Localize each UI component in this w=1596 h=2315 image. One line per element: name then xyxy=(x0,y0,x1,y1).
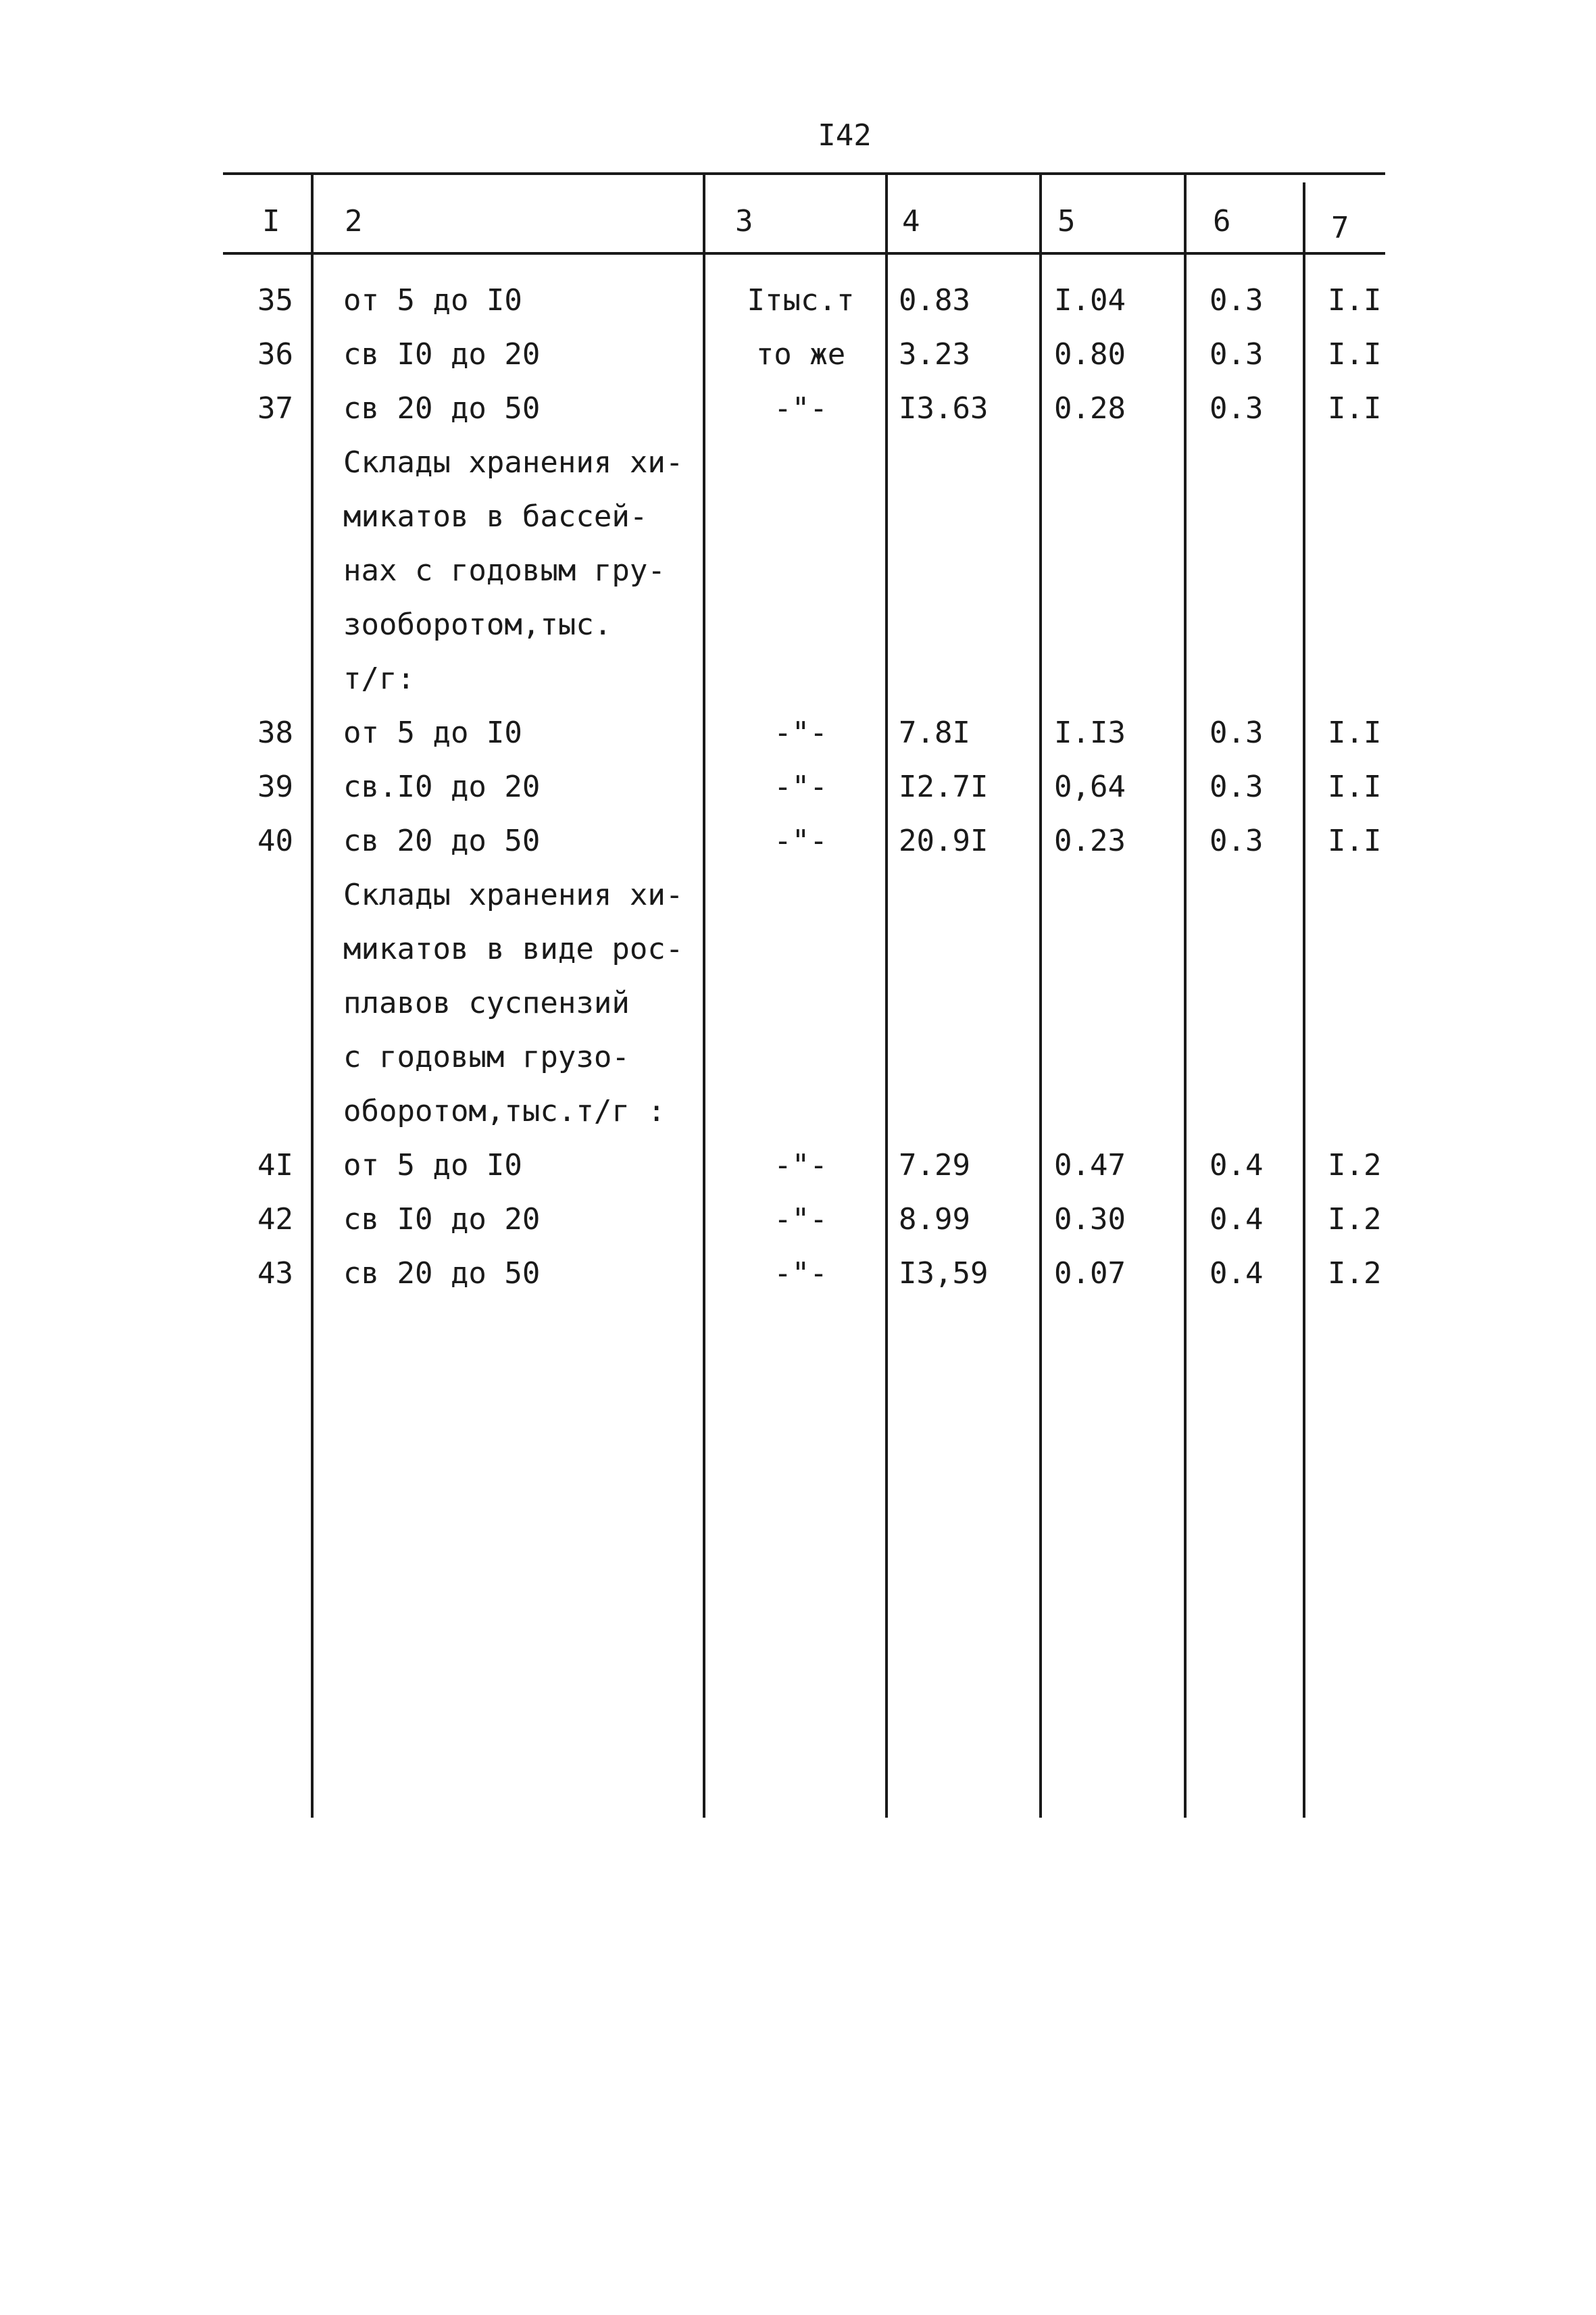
row-number: 35 xyxy=(257,283,293,318)
row-description: св I0 до 20 xyxy=(343,1202,541,1237)
column-divider xyxy=(885,172,888,1818)
section-heading-line: зооборотом,тыс. xyxy=(343,607,612,642)
header-col-6: 6 xyxy=(1213,204,1231,239)
row-description: св 20 до 50 xyxy=(343,1256,541,1291)
row-description: от 5 до I0 xyxy=(343,1148,522,1183)
row-col-6: 0.3 xyxy=(1210,824,1264,858)
row-col-5: 0,64 xyxy=(1054,770,1126,804)
header-col-1: I xyxy=(262,204,280,239)
row-description: от 5 до I0 xyxy=(343,716,522,750)
row-col-5: 0.30 xyxy=(1054,1202,1126,1237)
section-heading-line: Склады хранения хи- xyxy=(343,878,684,912)
row-col-6: 0.3 xyxy=(1210,716,1264,750)
row-col-7: I.I xyxy=(1328,824,1382,858)
row-col-4: I2.7I xyxy=(899,770,989,804)
table-top-rule xyxy=(223,172,1385,175)
row-unit: Iтыс.т xyxy=(747,283,855,318)
row-col-4: I3.63 xyxy=(899,391,989,426)
header-col-7: 7 xyxy=(1331,211,1349,245)
row-number: 43 xyxy=(257,1256,293,1291)
row-col-5: 0.80 xyxy=(1054,337,1126,372)
section-heading-line: нах с годовым гру- xyxy=(343,553,666,588)
row-number: 38 xyxy=(257,716,293,750)
row-col-7: I.2 xyxy=(1328,1202,1382,1237)
row-unit: -"- xyxy=(774,1202,828,1237)
row-col-6: 0.3 xyxy=(1210,770,1264,804)
row-col-6: 0.4 xyxy=(1210,1256,1264,1291)
row-description: от 5 до I0 xyxy=(343,283,522,318)
row-col-5: 0.23 xyxy=(1054,824,1126,858)
row-col-5: I.04 xyxy=(1054,283,1126,318)
row-col-4: 8.99 xyxy=(899,1202,970,1237)
row-col-7: I.I xyxy=(1328,391,1382,426)
row-col-6: 0.3 xyxy=(1210,283,1264,318)
header-col-5: 5 xyxy=(1057,204,1076,239)
row-col-7: I.I xyxy=(1328,770,1382,804)
header-col-4: 4 xyxy=(902,204,920,239)
row-description: св 20 до 50 xyxy=(343,824,541,858)
row-col-4: 7.8I xyxy=(899,716,970,750)
row-col-7: I.2 xyxy=(1328,1148,1382,1183)
page-number: I42 xyxy=(818,118,872,153)
row-number: 40 xyxy=(257,824,293,858)
row-col-5: 0.28 xyxy=(1054,391,1126,426)
row-col-7: I.2 xyxy=(1328,1256,1382,1291)
row-col-5: I.I3 xyxy=(1054,716,1126,750)
row-number: 42 xyxy=(257,1202,293,1237)
row-col-7: I.I xyxy=(1328,283,1382,318)
row-col-6: 0.4 xyxy=(1210,1202,1264,1237)
header-col-2: 2 xyxy=(345,204,363,239)
row-unit: -"- xyxy=(774,391,828,426)
row-col-4: 0.83 xyxy=(899,283,970,318)
row-col-6: 0.4 xyxy=(1210,1148,1264,1183)
column-divider xyxy=(703,172,705,1818)
section-heading-line: оборотом,тыс.т/г : xyxy=(343,1094,666,1128)
section-heading-line: Склады хранения хи- xyxy=(343,445,684,480)
row-col-7: I.I xyxy=(1328,337,1382,372)
row-unit: -"- xyxy=(774,1148,828,1183)
section-heading-line: плавов суспензий xyxy=(343,986,630,1020)
row-col-4: 20.9I xyxy=(899,824,989,858)
column-divider xyxy=(1039,172,1042,1818)
column-divider xyxy=(1303,182,1305,1818)
row-description: св 20 до 50 xyxy=(343,391,541,426)
row-number: 4I xyxy=(257,1148,293,1183)
section-heading-line: микатов в виде рос- xyxy=(343,932,684,966)
section-heading-line: т/г: xyxy=(343,662,415,696)
section-heading-line: микатов в бассей- xyxy=(343,499,648,534)
row-unit: то же xyxy=(755,337,846,372)
row-col-6: 0.3 xyxy=(1210,337,1264,372)
row-unit: -"- xyxy=(774,824,828,858)
row-unit: -"- xyxy=(774,716,828,750)
row-col-5: 0.47 xyxy=(1054,1148,1126,1183)
row-description: св.I0 до 20 xyxy=(343,770,541,804)
row-number: 36 xyxy=(257,337,293,372)
column-divider xyxy=(1184,172,1187,1818)
row-unit: -"- xyxy=(774,1256,828,1291)
row-col-4: I3,59 xyxy=(899,1256,989,1291)
row-number: 37 xyxy=(257,391,293,426)
row-col-4: 3.23 xyxy=(899,337,970,372)
row-unit: -"- xyxy=(774,770,828,804)
row-col-7: I.I xyxy=(1328,716,1382,750)
row-col-4: 7.29 xyxy=(899,1148,970,1183)
row-description: св I0 до 20 xyxy=(343,337,541,372)
row-number: 39 xyxy=(257,770,293,804)
header-bottom-rule xyxy=(223,252,1385,255)
row-col-6: 0.3 xyxy=(1210,391,1264,426)
row-col-5: 0.07 xyxy=(1054,1256,1126,1291)
header-col-3: 3 xyxy=(735,204,753,239)
section-heading-line: с годовым грузо- xyxy=(343,1040,630,1074)
